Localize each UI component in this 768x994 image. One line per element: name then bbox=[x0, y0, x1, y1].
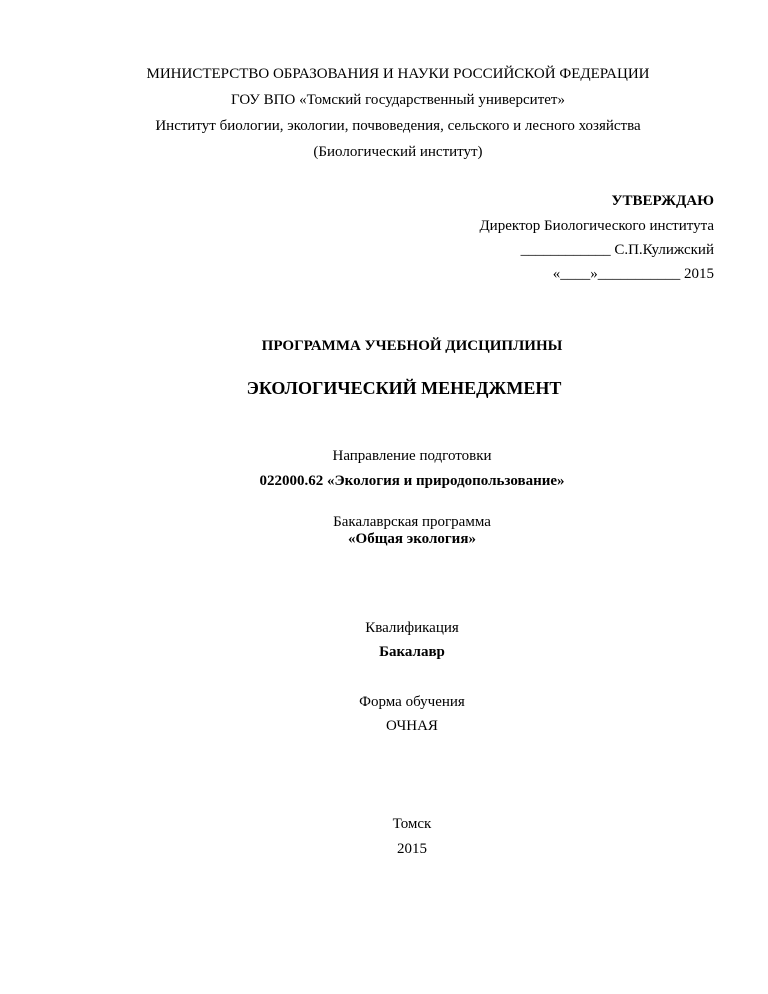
direction-label: Направление подготовки bbox=[332, 448, 492, 464]
discipline-title: ЭКОЛОГИЧЕСКИЙ МЕНЕДЖМЕНТ bbox=[246, 378, 562, 398]
bachelor-program-value: «Общая экология» bbox=[348, 531, 476, 547]
year: 2015 bbox=[397, 841, 427, 857]
study-form-label: Форма обучения bbox=[359, 694, 465, 710]
qualification-value: Бакалавр bbox=[379, 644, 445, 660]
approval-title: УТВЕРЖДАЮ bbox=[611, 193, 714, 209]
institute-heading: Институт биологии, экологии, почвоведения, сельского и лесного хозяйства bbox=[155, 118, 641, 134]
city: Томск bbox=[392, 816, 432, 832]
approval-date-line: «____»___________ 2015 bbox=[552, 266, 714, 282]
qualification-label: Квалификация bbox=[365, 620, 459, 636]
institute-short-name: (Биологический институт) bbox=[313, 144, 483, 160]
approval-position: Директор Биологического института bbox=[479, 218, 714, 234]
document-title: ПРОГРАММА УЧЕБНОЙ ДИСЦИПЛИНЫ bbox=[261, 338, 563, 354]
ministry-heading: МИНИСТЕРСТВО ОБРАЗОВАНИЯ И НАУКИ РОССИЙСКОЙ ФЕДЕРАЦИИ bbox=[146, 66, 650, 82]
study-form-value: ОЧНАЯ bbox=[386, 718, 438, 734]
university-heading: ГОУ ВПО «Томский государственный университет» bbox=[231, 92, 565, 108]
approval-signature-line: ____________ С.П.Кулижский bbox=[520, 242, 714, 258]
direction-value: 022000.62 «Экология и природопользование» bbox=[259, 473, 565, 489]
bachelor-program-label: Бакалаврская программа bbox=[333, 514, 491, 530]
